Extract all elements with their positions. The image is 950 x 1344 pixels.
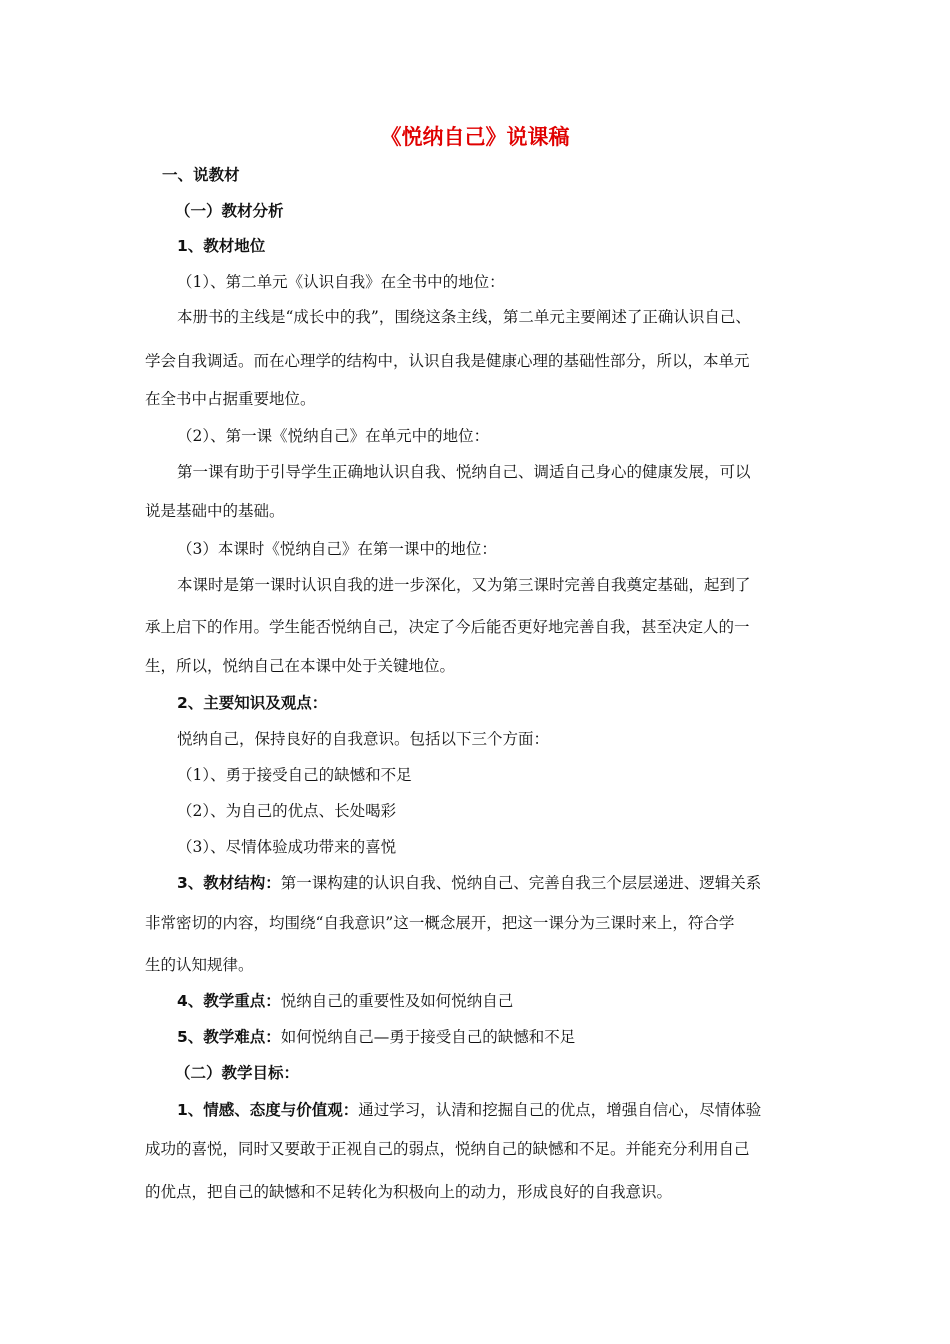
list-item: （2）、为自己的优点、长处喝彩: [177, 802, 397, 820]
paragraph-line: 承上启下的作用。学生能否悦纳自己，决定了今后能否更好地完善自我，甚至决定人的一: [145, 618, 750, 636]
list-item: （1）、勇于接受自己的缺憾和不足: [177, 766, 412, 784]
paragraph-line: 第一课有助于引导学生正确地认识自我、悦纳自己、调适自己身心的健康发展，可以: [177, 463, 751, 481]
paragraph-line: 生的认知规律。: [145, 956, 254, 974]
paragraph-line: 本册书的主线是“成长中的我”，围绕这条主线，第二单元主要阐述了正确认识自己、: [177, 308, 751, 326]
paragraph-line: 成功的喜悦，同时又要敢于正视自己的弱点，悦纳自己的缺憾和不足。并能充分利用自己: [145, 1140, 750, 1158]
list-item: （3）、尽情体验成功带来的喜悦: [177, 838, 397, 856]
paragraph-text: 悦纳自己的重要性及如何悦纳自己: [280, 992, 514, 1010]
paragraph-material-structure: [177, 872, 761, 894]
point-label-main-knowledge: 2、主要知识及观点：: [177, 694, 328, 712]
document-title: 《悦纳自己》说课稿: [380, 125, 570, 149]
paragraph-line: 的优点，把自己的缺憾和不足转化为积极向上的动力，形成良好的自我意识。: [145, 1183, 673, 1201]
paragraph-line: 学会自我调适。而在心理学的结构中，认识自我是健康心理的基础性部分，所以，本单元: [145, 352, 750, 370]
section-heading-teaching-material: 一、说教材: [162, 166, 240, 184]
point-label-material-structure: 3、教材结构：: [177, 874, 281, 892]
paragraph-text: 如何悦纳自己—勇于接受自己的缺憾和不足: [280, 1028, 576, 1046]
paragraph-text: 第一课构建的认识自我、悦纳自己、完善自我三个层层递进、逻辑关系: [280, 874, 762, 892]
point-label-material-position: 1、教材地位: [177, 237, 266, 255]
paragraph-line: 悦纳自己，保持良好的自我意识。包括以下三个方面：: [177, 730, 550, 748]
subsection-heading-material-analysis: （一）教材分析: [175, 202, 284, 220]
point-label-teaching-focus: 4、教学重点：: [177, 992, 281, 1010]
paragraph-goal-attitude: [177, 1099, 761, 1121]
sub-point-unit-position: （1）、第二单元《认识自我》在全书中的地位：: [177, 273, 505, 291]
sub-point-period-position: （3）本课时《悦纳自己》在第一课中的地位：: [177, 540, 497, 558]
paragraph-line: 生，所以，悦纳自己在本课中处于关键地位。: [145, 657, 456, 675]
paragraph-teaching-difficulty: [177, 1026, 575, 1048]
paragraph-line: 非常密切的内容，均围绕“自我意识”这一概念展开，把这一课分为三课时来上，符合学: [145, 914, 735, 932]
paragraph-text: 通过学习，认清和挖掘自己的优点，增强自信心，尽情体验: [358, 1101, 762, 1119]
subsection-heading-teaching-goals: （二）教学目标：: [175, 1064, 300, 1082]
point-label-goal-attitude: 1、情感、态度与价值观：: [177, 1101, 359, 1119]
paragraph-teaching-focus: [177, 990, 513, 1012]
paragraph-line: 本课时是第一课时认识自我的进一步深化，又为第三课时完善自我奠定基础，起到了: [177, 576, 751, 594]
paragraph-line: 说是基础中的基础。: [145, 502, 285, 520]
paragraph-line: 在全书中占据重要地位。: [145, 390, 316, 408]
sub-point-lesson-position: （2）、第一课《悦纳自己》在单元中的地位：: [177, 427, 490, 445]
point-label-teaching-difficulty: 5、教学难点：: [177, 1028, 281, 1046]
